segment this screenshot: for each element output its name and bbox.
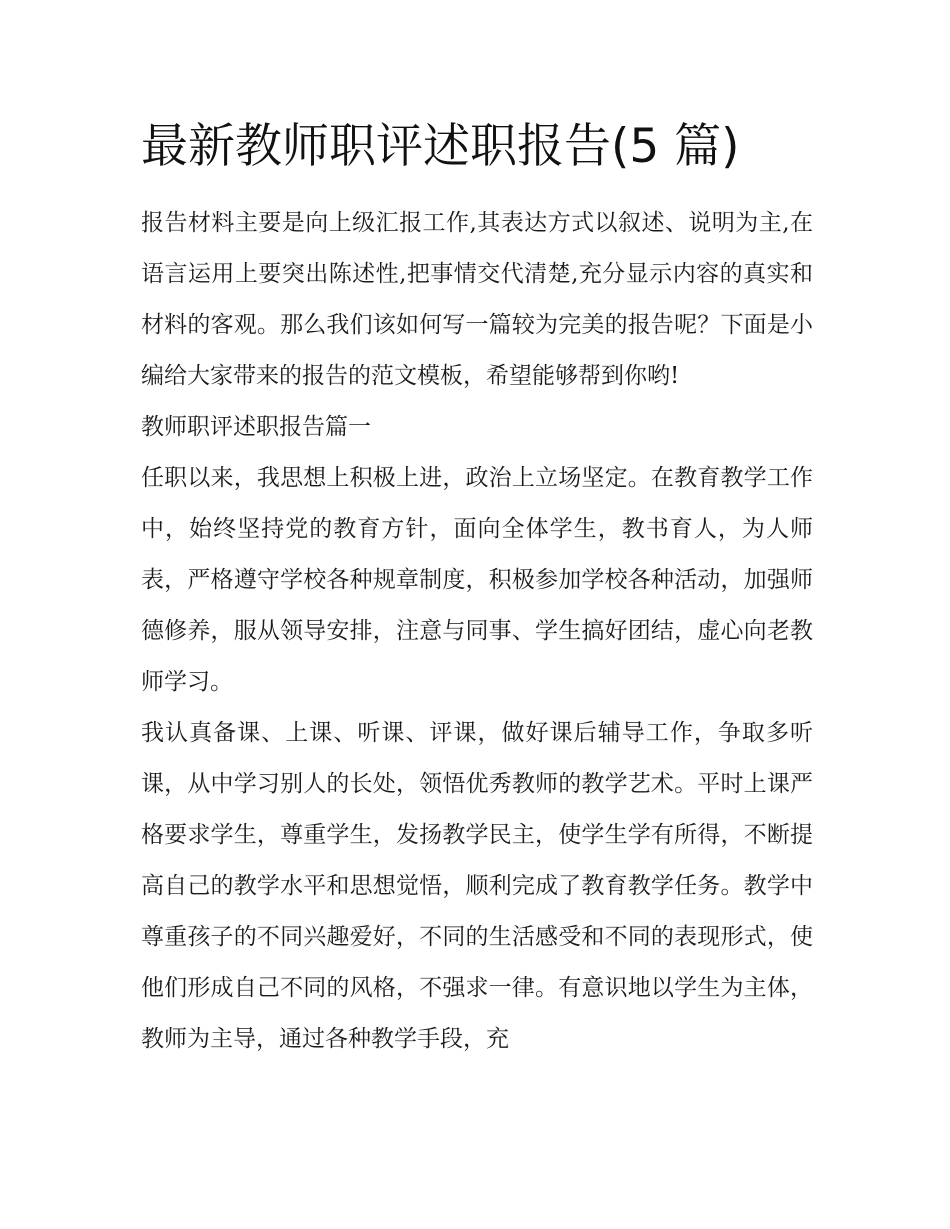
body-paragraph-1: 任职以来，我思想上积极上进，政治上立场坚定。在教育教学工作中，始终坚持党的教育方针，面向全体学生，教书育人，为人师表，严格遵守学校各种规章制度，积极参加学校各种活动，加强师德修养，服从领导安排，注意与同事、学生搞好团结，虚心向老教师学习。 — [141, 465, 813, 695]
intro-paragraph: 报告材料主要是向上级汇报工作,其表达方式以叙述、说明为主,在语言运用上要突出陈述性,把事情交代清楚,充分显示内容的真实和材料的客观。那么我们该如何写一篇较为完美的报告呢？下面是小编给大家带来的报告的范文模板，希望能够帮到你哟! — [141, 210, 813, 389]
section-heading: 教师职评述职报告篇一 — [141, 414, 371, 440]
document-body — [141, 112, 813, 1065]
document-title: 最新教师职评述职报告(5 篇) — [141, 119, 740, 174]
body-paragraph-2: 我认真备课、上课、听课、评课，做好课后辅导工作，争取多听课，从中学习别人的长处，领悟优秀教师的教学艺术。平时上课严格要求学生，尊重学生，发扬教学民主，使学生学有所得，不断提高自己的教学水平和思想觉悟，顺利完成了教育教学任务。教学中尊重孩子的不同兴趣爱好，不同的生活感受和不同的表现形式，使他们形成自己不同的风格，不强求一律。有意识地以学生为主体，教师为主导，通过各种教学手段，充 — [141, 720, 813, 1052]
